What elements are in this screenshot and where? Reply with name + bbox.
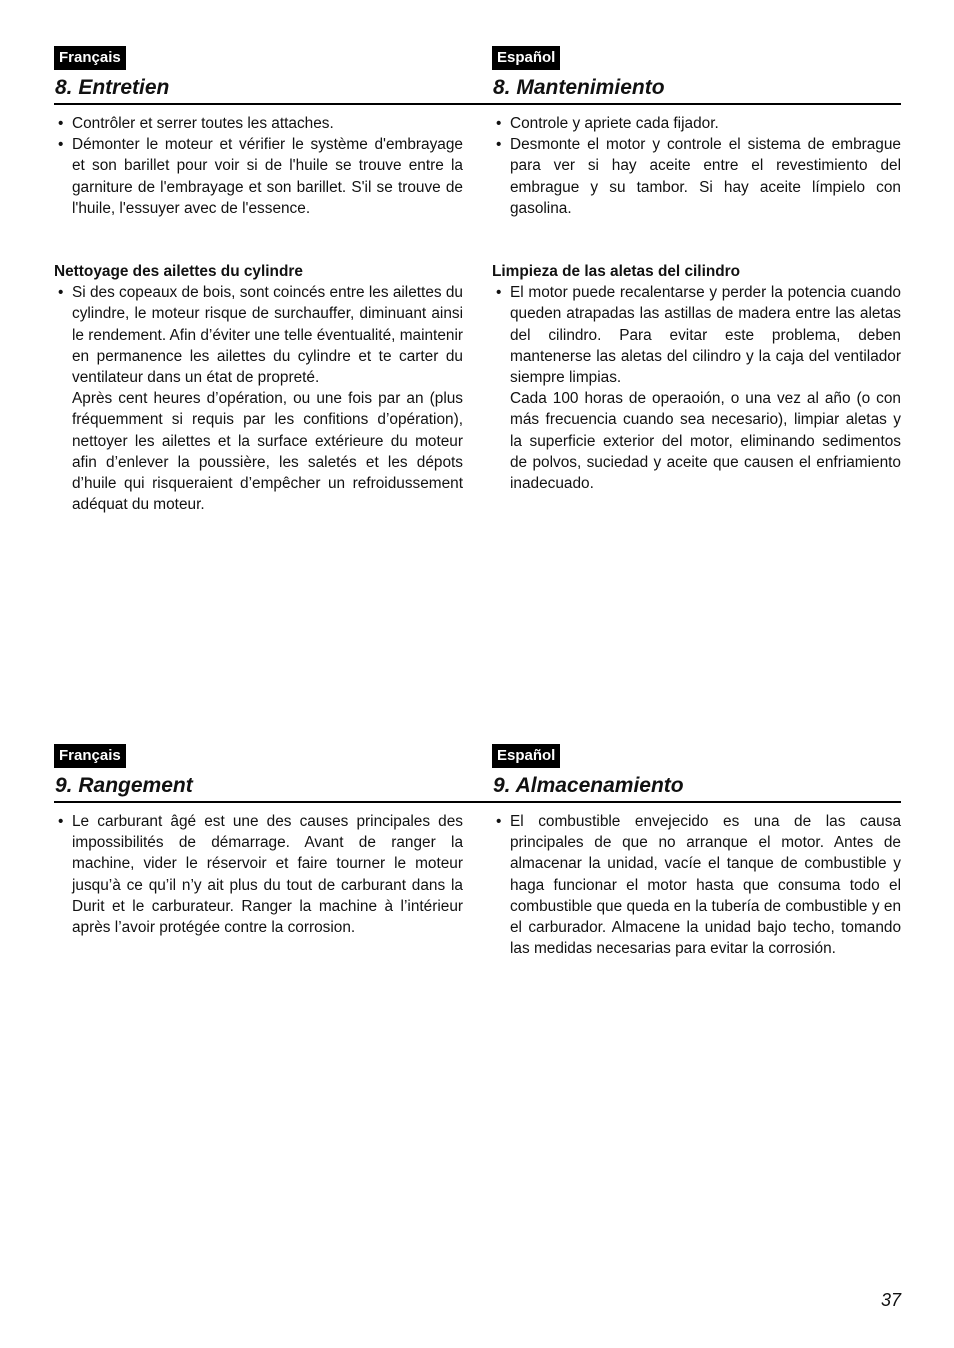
language-tag-spanish: Español [492,46,560,70]
bullet-list [54,113,463,219]
bullet-list [492,282,901,494]
bullet-list [492,113,901,219]
column-spanish [492,46,901,99]
section-divider [54,103,901,105]
column-french [54,744,463,797]
section-title-french: 9. Rangement [55,774,193,797]
list-item: • Contrôler et serrer toutes les attaches. [54,113,463,134]
language-tag-french: Français [54,46,126,70]
column-spanish [492,744,901,797]
subheading: Nettoyage des ailettes du cylindre [54,263,303,280]
section-title-spanish: 8. Mantenimiento [493,76,665,99]
bullet-list [54,811,463,938]
language-tag-spanish: Español [492,744,560,768]
list-item [54,282,463,515]
section-divider [54,801,901,803]
paragraph: Après cent heures d’opération, ou une fois par an (plus fréquemment si requis par les confitions d’opération), nettoyer les ailettes et la surface extérieure du moteur afin d’enlever la poussière, les saletés et les dépots d’huile qui risqueraient d’empêcher un refroidussement adéquat du moteur. [72,390,463,514]
bullet-list [54,282,463,515]
bullet-list [492,811,901,959]
section-storage [54,744,901,1004]
list-item: • El combustible envejecido es una de las causa principales de que no arranque el motor. Antes de almacenar la unidad, vacíe el tanque de combustible y haga funcionar el motor hasta que consuma todo el combustible que queda en la tubería de combustible y en el carburador. Almacene la unidad bajo techo, tomando las medidas necesarias para evitar la corrosión. [492,811,901,959]
list-item: • Le carburant âgé est une des causes principales des impossibilités de démarrage. Avant de ranger la machine, vider le réservoir et faire tourner le moteur jusqu’à ce qu’il n’y ait plus du tout de carburant dans la Durit et le carburateur. Ranger la machine à l’intérieur après l’avoir protégée contre la corrosion. [54,811,463,938]
list-item [492,282,901,494]
column-french [54,46,463,99]
section-title-french: 8. Entretien [55,76,170,99]
section-title-spanish: 9. Almacenamiento [493,774,684,797]
list-item: • Desmonte el motor y controle el sistema de embrague para ver si hay aceite entre el revestimiento del embrague y su tambor. Si hay aceite límpielo con gasolina. [492,134,901,219]
list-item: • Démonter le moteur et vérifier le système d'embrayage et son barillet pour voir si de l'huile se trouve entre la garniture de l'embrayage et son barillet. S'il se trouve de l'huile, l'essuyer avec de l'essence. [54,134,463,219]
list-item: • Controle y apriete cada fijador. [492,113,901,134]
paragraph: Cada 100 horas de operaoión, o una vez al año (o con más frecuencia cuando sea necesario), limpiar aletas y la superficie exterior del motor, eliminando sedimentos de polvos, suciedad y aceite que causen el enfriamiento inadecuado. [510,390,901,493]
paragraph: • Si des copeaux de bois, sont coincés entre les ailettes du cylindre, le moteur risque de surchauffer, diminuant ainsi le rendement. Afin d’éviter une telle éventualité, maintenir en permanence les ailettes du cylindre et te carter du ventilateur dans un état de propreté. [72,284,463,387]
page-number: 37 [880,1290,901,1310]
paragraph: • El motor puede recalentarse y perder la potencia cuando queden atrapadas las astillas de madera entre las aletas del cilindro. Para evitar este problema, deben mantenerse las aletas del cilindro y la caja del ventilador siempre limpias. [510,284,901,387]
subheading: Limpieza de las aletas del cilindro [492,263,741,280]
section-maintenance [54,46,901,566]
language-tag-french: Français [54,744,126,768]
